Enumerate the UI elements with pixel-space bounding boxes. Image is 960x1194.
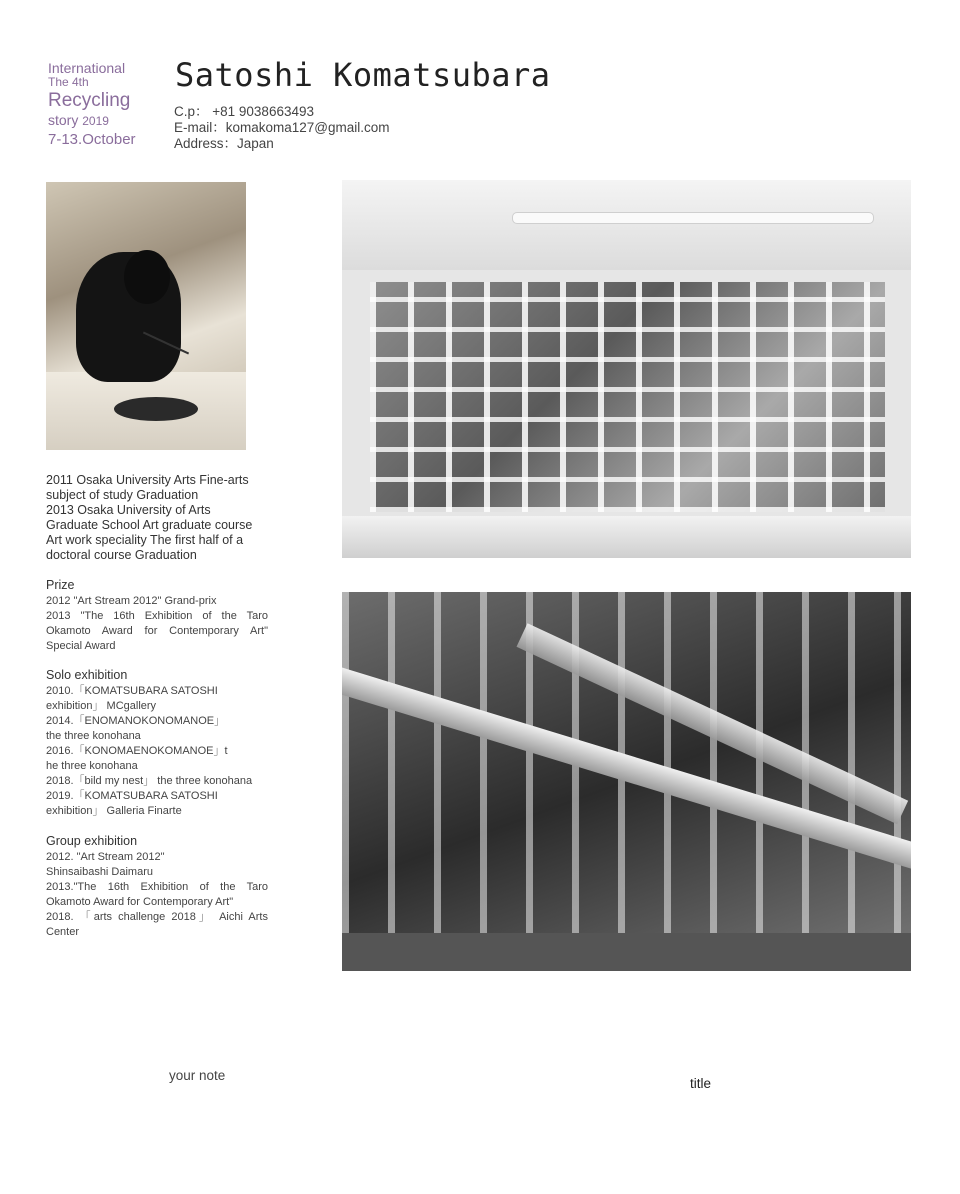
title-label: title xyxy=(690,1076,712,1091)
artist-name: Satoshi Komatsubara xyxy=(175,56,551,94)
group-heading: Group exhibition xyxy=(46,834,138,848)
event-dates: 7-13.October xyxy=(48,130,136,148)
prize-heading: Prize xyxy=(46,578,75,592)
prize-line: Okamoto Award for Contemporary Art" xyxy=(46,625,268,637)
bio-line: 2011 Osaka University Arts Fine-arts xyxy=(46,473,249,487)
bio-line: Graduate School Art graduate course xyxy=(46,518,253,532)
solo-line: the three konohana xyxy=(46,730,141,742)
event-story-word: story xyxy=(48,111,79,128)
solo-line: exhibition」 MCgallery xyxy=(46,700,157,712)
solo-line: exhibition」 Galleria Finarte xyxy=(46,805,182,817)
solo-line: 2019.「KOMATSUBARA SATOSHI xyxy=(46,790,218,802)
group-line: Shinsaibashi Daimaru xyxy=(46,866,153,878)
solo-line: 2014.「ENOMANOKONOMANOE」 xyxy=(46,715,226,727)
group-line: Center xyxy=(46,926,80,938)
bio-line: 2013 Osaka University of Arts xyxy=(46,503,211,517)
event-line-recycling: Recycling xyxy=(48,89,131,111)
prize-line: 2012 "Art Stream 2012" Grand-prix xyxy=(46,595,217,607)
group-list xyxy=(46,850,268,940)
event-line-international: International xyxy=(48,60,126,76)
prize-line: Special Award xyxy=(46,640,116,652)
solo-line: 2016.「KONOMAENOKOMANOE」t xyxy=(46,745,228,757)
photo-wall-artwork xyxy=(370,282,885,512)
portrait-plate xyxy=(114,397,198,421)
group-line: 2013."The 16th Exhibition of the Taro xyxy=(46,881,268,893)
event-line-story xyxy=(48,112,136,129)
photo-pipe xyxy=(512,212,874,224)
photo-ceiling xyxy=(342,180,911,270)
solo-line: 2010.「KOMATSUBARA SATOSHI xyxy=(46,685,218,697)
solo-heading: Solo exhibition xyxy=(46,668,128,682)
artist-portrait-photo xyxy=(46,182,246,450)
installation-photo-sculpture xyxy=(342,592,911,971)
event-year: 2019 xyxy=(82,113,109,128)
group-line: Okamoto Award for Contemporary Art" xyxy=(46,896,234,908)
bio-line: subject of study Graduation xyxy=(46,488,199,502)
solo-list xyxy=(46,684,268,819)
portrait-head xyxy=(124,250,170,304)
event-block xyxy=(48,60,136,148)
bio-line: Art work speciality The first half of a xyxy=(46,533,244,547)
photo-floor xyxy=(342,516,911,558)
bio-line: doctoral course Graduation xyxy=(46,548,197,562)
event-line-edition: The 4th xyxy=(48,75,89,90)
photo-floor xyxy=(342,933,911,971)
contact-address: Address：Japan xyxy=(174,136,274,151)
solo-line: he three konohana xyxy=(46,760,138,772)
contact-email: E-mail：komakoma127@gmail.com xyxy=(174,120,390,135)
group-line: 2018. 「arts challenge 2018」 Aichi Arts xyxy=(46,911,268,923)
prize-list xyxy=(46,594,268,654)
contact-phone: C.p： +81 9038663493 xyxy=(174,104,314,119)
your-note-label: your note xyxy=(169,1068,226,1083)
education-block xyxy=(46,473,276,563)
installation-photo-wall xyxy=(342,180,911,558)
group-line: 2012. "Art Stream 2012" xyxy=(46,851,165,863)
contact-block xyxy=(174,104,390,152)
solo-line: 2018.「bild my nest」 the three konohana xyxy=(46,775,253,787)
prize-line: 2013 "The 16th Exhibition of the Taro xyxy=(46,610,268,622)
